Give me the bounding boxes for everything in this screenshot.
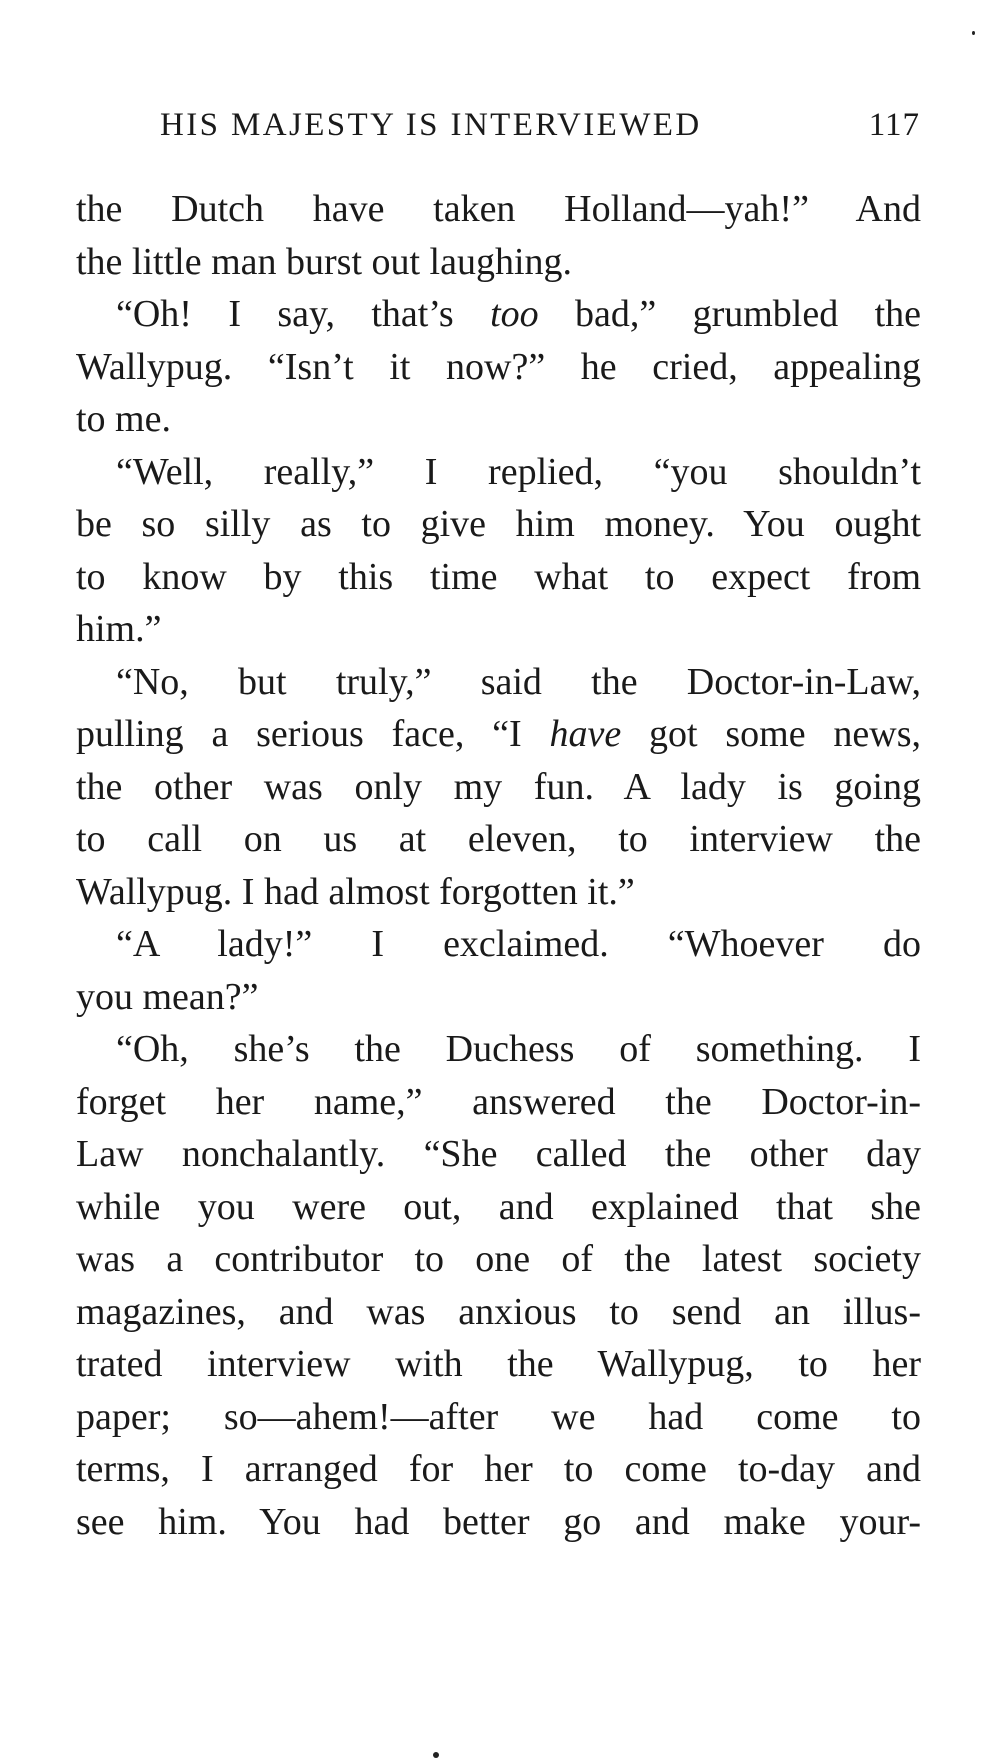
text-line: trated interview with the Wallypug, to her xyxy=(76,1343,921,1385)
text-line: terms, I arranged for her to come to-day and xyxy=(76,1448,921,1490)
text-line: “Oh, she’s the Duchess of something. I xyxy=(116,1028,921,1070)
print-speck xyxy=(433,1752,439,1758)
text-line: forget her name,” answered the Doctor-in- xyxy=(76,1080,921,1123)
page-number: 117 xyxy=(868,107,920,143)
print-speck xyxy=(972,31,975,35)
text-line: Wallypug. “Isn’t it now?” he cried, appealing xyxy=(76,345,921,388)
text-line: you mean?” xyxy=(76,975,259,1018)
chapter-title: HIS MAJESTY IS INTERVIEWED xyxy=(160,107,702,143)
text-line: Wallypug. I had almost forgotten it.” xyxy=(76,870,635,913)
body-text xyxy=(76,183,921,1548)
text-line: Law nonchalantly. “She called the other day xyxy=(76,1133,921,1175)
text-line: paper; so—ahem!—after we had come to xyxy=(76,1395,921,1438)
text-line: the little man burst out laughing. xyxy=(76,240,573,283)
italic-emphasis: have xyxy=(549,713,622,755)
text-line: was a contributor to one of the latest society xyxy=(76,1238,921,1280)
text-line: “Well, really,” I replied, “you shouldn’t xyxy=(116,450,921,493)
text-line: pulling a serious face, “I have got some news, xyxy=(76,713,921,755)
text-line: the other was only my fun. A lady is going xyxy=(76,765,921,808)
text-line: magazines, and was anxious to send an illus- xyxy=(76,1290,921,1333)
text-line: to me. xyxy=(76,398,171,440)
text-line: while you were out, and explained that she xyxy=(76,1185,921,1228)
italic-emphasis: too xyxy=(490,293,539,335)
text-line: the Dutch have taken Holland—yah!” And xyxy=(76,188,921,230)
text-line: “Oh! I say, that’s too bad,” grumbled the xyxy=(116,293,921,335)
text-line: him.” xyxy=(76,608,162,650)
text-line: to call on us at eleven, to interview the xyxy=(76,818,921,860)
text-line: “No, but truly,” said the Doctor-in-Law, xyxy=(116,660,921,703)
text-line: to know by this time what to expect from xyxy=(76,555,921,598)
text-line: “A lady!” I exclaimed. “Whoever do xyxy=(116,923,921,965)
text-line: see him. You had better go and make your- xyxy=(76,1500,921,1543)
running-header xyxy=(160,100,920,150)
text-line: be so silly as to give him money. You ought xyxy=(76,503,921,545)
